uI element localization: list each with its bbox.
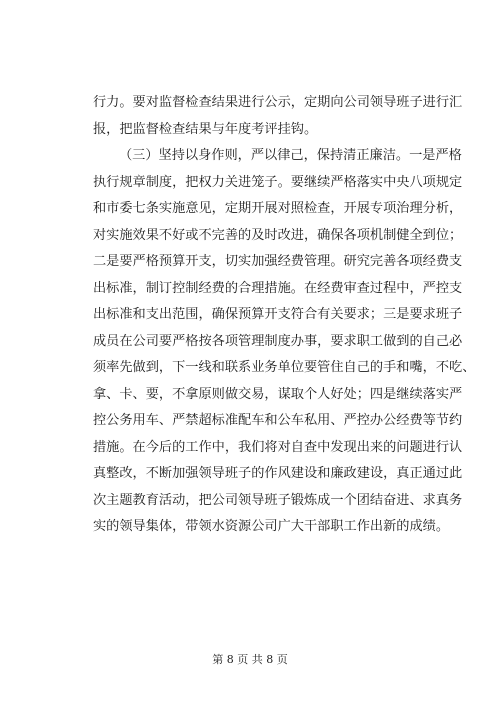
text-line: 出标准和支出范围，确保预算开支符合有关要求；三是要求班子	[93, 307, 463, 322]
text-line: 拿、卡、要，不拿原则做交易，谋取个人好处；四是继续落实严	[93, 386, 463, 402]
text-line: 报，把监督检查结果与年度考评挂钩。	[93, 121, 318, 137]
body-text	[93, 90, 476, 541]
text-line: 和市委七条实施意见，定期开展对照检查，开展专项治理分析，	[93, 201, 463, 216]
text-line: 措施。在今后的工作中，我们将对自查中发现出来的问题进行认	[93, 439, 463, 455]
text-line: 出标准，制订控制经费的合理措施。在经费审查过程中，严控支	[93, 280, 463, 296]
text-line: 控公务用车、严禁超标准配车和公车私用、严控办公经费等节约	[93, 413, 463, 428]
page-number-footer: 第 8 页 共 8 页	[212, 653, 288, 666]
text-line: 行力。要对监督检查结果进行公示，定期向公司领导班子进行汇	[93, 95, 463, 110]
text-line: 成员在公司要严格按各项管理制度办事，要求职工做到的自己必	[93, 333, 463, 349]
text-line: 真整改，不断加强领导班子的作风建设和廉政建设，真正通过此	[93, 466, 463, 481]
text-line: 二是要严格预算开支，切实加强经费管理。研究完善各项经费支	[93, 254, 463, 269]
text-line: 次主题教育活动，把公司领导班子锻炼成一个团结奋进、求真务	[93, 492, 463, 508]
text-line: （三）坚持以身作则，严以律己，保持清正廉洁。一是严格	[119, 148, 462, 163]
text-line: 执行规章制度，把权力关进笼子。要继续严格落实中央八项规定	[93, 174, 463, 190]
text-line: 实的领导集体，带领水资源公司广大干部职工作出新的成绩。	[93, 519, 450, 534]
text-line: 须率先做到，下一线和联系业务单位要管住自己的手和嘴，不吃、	[93, 360, 476, 375]
text-line: 对实施效果不好或不完善的及时改进，确保各项机制健全到位；	[93, 227, 463, 243]
